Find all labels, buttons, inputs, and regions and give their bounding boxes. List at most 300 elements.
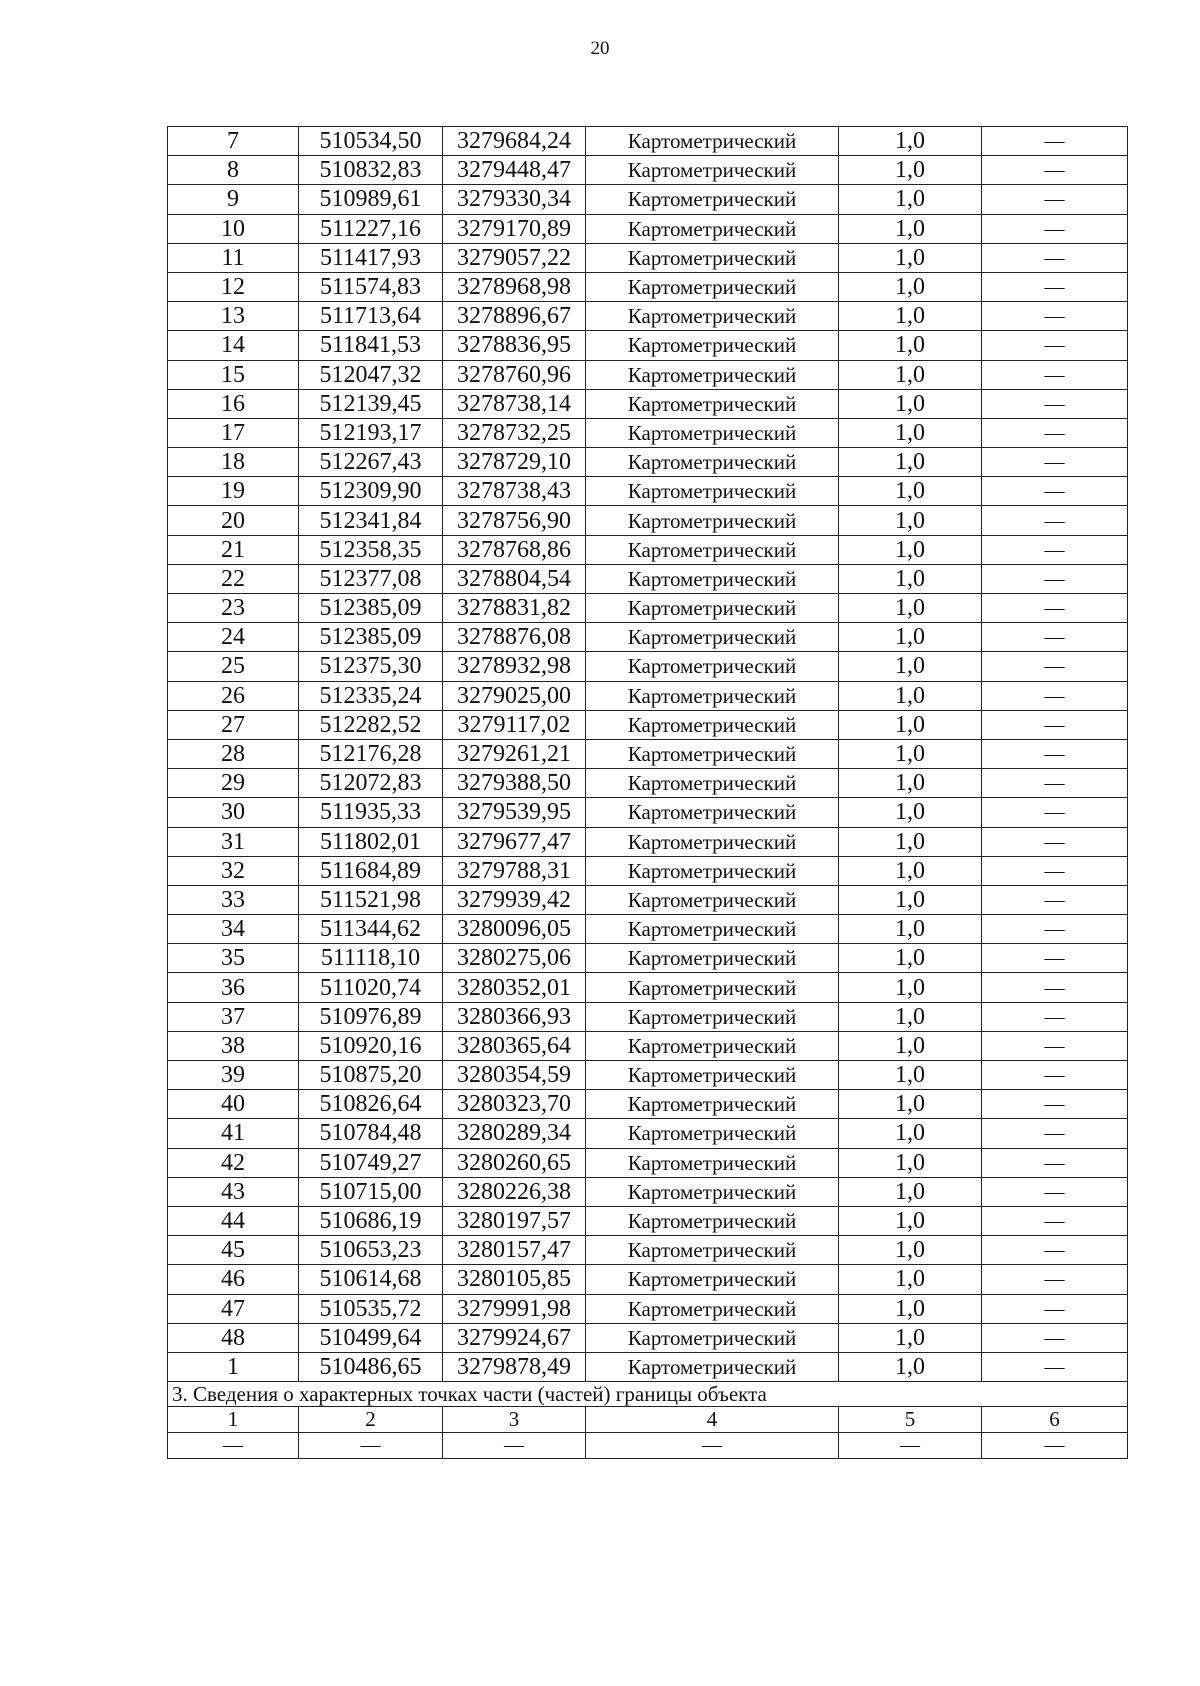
- point-number-cell: 24: [168, 623, 299, 652]
- description-cell: —: [982, 1002, 1128, 1031]
- point-number-cell: 42: [168, 1148, 299, 1177]
- accuracy-cell: 1,0: [839, 1031, 982, 1060]
- method-cell: Картометрический: [586, 272, 839, 301]
- method-cell: Картометрический: [586, 739, 839, 768]
- table-row: [168, 389, 1128, 418]
- y-coordinate-cell: 3279684,24: [443, 127, 586, 156]
- description-cell: —: [982, 681, 1128, 710]
- method-cell: Картометрический: [586, 856, 839, 885]
- y-coordinate-cell: 3278768,86: [443, 535, 586, 564]
- x-coordinate-cell: 512176,28: [299, 739, 443, 768]
- x-coordinate-cell: 511417,93: [299, 243, 443, 272]
- x-coordinate-cell: 510534,50: [299, 127, 443, 156]
- accuracy-cell: 1,0: [839, 1265, 982, 1294]
- x-coordinate-cell: 511684,89: [299, 856, 443, 885]
- accuracy-cell: 1,0: [839, 506, 982, 535]
- description-cell: —: [982, 185, 1128, 214]
- point-number-cell: 37: [168, 1002, 299, 1031]
- x-coordinate-cell: 510875,20: [299, 1061, 443, 1090]
- method-cell: Картометрический: [586, 360, 839, 389]
- accuracy-cell: 1,0: [839, 535, 982, 564]
- accuracy-cell: 1,0: [839, 331, 982, 360]
- description-cell: —: [982, 448, 1128, 477]
- point-number-cell: 1: [168, 1352, 299, 1381]
- point-number-cell: 32: [168, 856, 299, 885]
- description-cell: —: [982, 944, 1128, 973]
- table-row: [168, 1323, 1128, 1352]
- table-row: [168, 127, 1128, 156]
- y-coordinate-cell: 3280275,06: [443, 944, 586, 973]
- empty-cell: —: [982, 1433, 1128, 1459]
- description-cell: —: [982, 827, 1128, 856]
- method-cell: Картометрический: [586, 1294, 839, 1323]
- method-cell: Картометрический: [586, 185, 839, 214]
- point-number-cell: 8: [168, 156, 299, 185]
- y-coordinate-cell: 3280352,01: [443, 973, 586, 1002]
- y-coordinate-cell: 3278831,82: [443, 594, 586, 623]
- point-number-cell: 36: [168, 973, 299, 1002]
- table-row: [168, 915, 1128, 944]
- description-cell: —: [982, 389, 1128, 418]
- method-cell: Картометрический: [586, 1323, 839, 1352]
- x-coordinate-cell: 512309,90: [299, 477, 443, 506]
- table-row: [168, 623, 1128, 652]
- accuracy-cell: 1,0: [839, 243, 982, 272]
- point-number-cell: 25: [168, 652, 299, 681]
- description-cell: —: [982, 798, 1128, 827]
- method-cell: Картометрический: [586, 594, 839, 623]
- section-title-row: [168, 1382, 1128, 1407]
- point-number-cell: 31: [168, 827, 299, 856]
- x-coordinate-cell: 511521,98: [299, 885, 443, 914]
- x-coordinate-cell: 512341,84: [299, 506, 443, 535]
- point-number-cell: 39: [168, 1061, 299, 1090]
- y-coordinate-cell: 3279330,34: [443, 185, 586, 214]
- table-row: [168, 477, 1128, 506]
- table-row: [168, 272, 1128, 301]
- description-cell: —: [982, 915, 1128, 944]
- table-row: [168, 185, 1128, 214]
- description-cell: —: [982, 710, 1128, 739]
- table-row: [168, 448, 1128, 477]
- accuracy-cell: 1,0: [839, 360, 982, 389]
- description-cell: —: [982, 1148, 1128, 1177]
- y-coordinate-cell: 3278876,08: [443, 623, 586, 652]
- accuracy-cell: 1,0: [839, 156, 982, 185]
- y-coordinate-cell: 3279170,89: [443, 214, 586, 243]
- method-cell: Картометрический: [586, 944, 839, 973]
- method-cell: Картометрический: [586, 331, 839, 360]
- accuracy-cell: 1,0: [839, 185, 982, 214]
- description-cell: —: [982, 564, 1128, 593]
- accuracy-cell: 1,0: [839, 710, 982, 739]
- table-row: [168, 710, 1128, 739]
- y-coordinate-cell: 3278836,95: [443, 331, 586, 360]
- method-cell: Картометрический: [586, 535, 839, 564]
- table-row: [168, 535, 1128, 564]
- y-coordinate-cell: 3280366,93: [443, 1002, 586, 1031]
- method-cell: Картометрический: [586, 769, 839, 798]
- point-number-cell: 26: [168, 681, 299, 710]
- table-row: [168, 769, 1128, 798]
- point-number-cell: 33: [168, 885, 299, 914]
- accuracy-cell: 1,0: [839, 1236, 982, 1265]
- point-number-cell: 18: [168, 448, 299, 477]
- description-cell: —: [982, 477, 1128, 506]
- table-row: [168, 652, 1128, 681]
- table-row: [168, 1002, 1128, 1031]
- table-row: [168, 1090, 1128, 1119]
- x-coordinate-cell: 512385,09: [299, 623, 443, 652]
- description-cell: —: [982, 739, 1128, 768]
- description-cell: —: [982, 1177, 1128, 1206]
- y-coordinate-cell: 3279057,22: [443, 243, 586, 272]
- table-row: [168, 1061, 1128, 1090]
- method-cell: Картометрический: [586, 1236, 839, 1265]
- empty-cell: —: [443, 1433, 586, 1459]
- section-header-row: [168, 1407, 1128, 1433]
- point-number-cell: 30: [168, 798, 299, 827]
- y-coordinate-cell: 3280323,70: [443, 1090, 586, 1119]
- point-number-cell: 34: [168, 915, 299, 944]
- x-coordinate-cell: 510486,65: [299, 1352, 443, 1381]
- header-cell: 3: [443, 1407, 586, 1433]
- x-coordinate-cell: 510614,68: [299, 1265, 443, 1294]
- y-coordinate-cell: 3280260,65: [443, 1148, 586, 1177]
- x-coordinate-cell: 510653,23: [299, 1236, 443, 1265]
- method-cell: Картометрический: [586, 1177, 839, 1206]
- accuracy-cell: 1,0: [839, 623, 982, 652]
- x-coordinate-cell: 511574,83: [299, 272, 443, 301]
- table-row: [168, 1148, 1128, 1177]
- method-cell: Картометрический: [586, 1148, 839, 1177]
- y-coordinate-cell: 3279117,02: [443, 710, 586, 739]
- header-cell: 5: [839, 1407, 982, 1433]
- point-number-cell: 22: [168, 564, 299, 593]
- method-cell: Картометрический: [586, 798, 839, 827]
- description-cell: —: [982, 302, 1128, 331]
- x-coordinate-cell: 511713,64: [299, 302, 443, 331]
- table-row: [168, 1031, 1128, 1060]
- y-coordinate-cell: 3279448,47: [443, 156, 586, 185]
- y-coordinate-cell: 3279388,50: [443, 769, 586, 798]
- y-coordinate-cell: 3279924,67: [443, 1323, 586, 1352]
- point-number-cell: 44: [168, 1206, 299, 1235]
- x-coordinate-cell: 511935,33: [299, 798, 443, 827]
- description-cell: —: [982, 1352, 1128, 1381]
- description-cell: —: [982, 1323, 1128, 1352]
- x-coordinate-cell: 511841,53: [299, 331, 443, 360]
- y-coordinate-cell: 3279261,21: [443, 739, 586, 768]
- point-number-cell: 17: [168, 418, 299, 447]
- method-cell: Картометрический: [586, 1002, 839, 1031]
- table-row: [168, 243, 1128, 272]
- accuracy-cell: 1,0: [839, 1002, 982, 1031]
- method-cell: Картометрический: [586, 156, 839, 185]
- table-row: [168, 1206, 1128, 1235]
- x-coordinate-cell: 510499,64: [299, 1323, 443, 1352]
- y-coordinate-cell: 3280226,38: [443, 1177, 586, 1206]
- method-cell: Картометрический: [586, 1206, 839, 1235]
- method-cell: Картометрический: [586, 973, 839, 1002]
- accuracy-cell: 1,0: [839, 739, 982, 768]
- description-cell: —: [982, 156, 1128, 185]
- description-cell: —: [982, 214, 1128, 243]
- table-row: [168, 973, 1128, 1002]
- table-row: [168, 1236, 1128, 1265]
- point-number-cell: 28: [168, 739, 299, 768]
- empty-cell: —: [586, 1433, 839, 1459]
- header-cell: 1: [168, 1407, 299, 1433]
- header-cell: 4: [586, 1407, 839, 1433]
- method-cell: Картометрический: [586, 564, 839, 593]
- accuracy-cell: 1,0: [839, 1061, 982, 1090]
- accuracy-cell: 1,0: [839, 885, 982, 914]
- x-coordinate-cell: 512377,08: [299, 564, 443, 593]
- accuracy-cell: 1,0: [839, 1352, 982, 1381]
- point-number-cell: 41: [168, 1119, 299, 1148]
- description-cell: —: [982, 1265, 1128, 1294]
- method-cell: Картометрический: [586, 1119, 839, 1148]
- point-number-cell: 29: [168, 769, 299, 798]
- description-cell: —: [982, 1294, 1128, 1323]
- table-row: [168, 214, 1128, 243]
- point-number-cell: 15: [168, 360, 299, 389]
- y-coordinate-cell: 3278738,14: [443, 389, 586, 418]
- point-number-cell: 38: [168, 1031, 299, 1060]
- table-row: [168, 856, 1128, 885]
- point-number-cell: 7: [168, 127, 299, 156]
- table-row: [168, 885, 1128, 914]
- page-number: 20: [590, 38, 610, 59]
- x-coordinate-cell: 512358,35: [299, 535, 443, 564]
- table-row: [168, 681, 1128, 710]
- accuracy-cell: 1,0: [839, 564, 982, 593]
- table-row: [168, 360, 1128, 389]
- x-coordinate-cell: 512072,83: [299, 769, 443, 798]
- method-cell: Картометрический: [586, 1090, 839, 1119]
- table-row: [168, 331, 1128, 360]
- accuracy-cell: 1,0: [839, 1119, 982, 1148]
- y-coordinate-cell: 3280365,64: [443, 1031, 586, 1060]
- accuracy-cell: 1,0: [839, 915, 982, 944]
- method-cell: Картометрический: [586, 1061, 839, 1090]
- x-coordinate-cell: 510535,72: [299, 1294, 443, 1323]
- coordinates-table: [167, 126, 1128, 1459]
- accuracy-cell: 1,0: [839, 389, 982, 418]
- table-row: [168, 1265, 1128, 1294]
- accuracy-cell: 1,0: [839, 1090, 982, 1119]
- description-cell: —: [982, 973, 1128, 1002]
- method-cell: Картометрический: [586, 1031, 839, 1060]
- method-cell: Картометрический: [586, 681, 839, 710]
- description-cell: —: [982, 623, 1128, 652]
- table-row: [168, 944, 1128, 973]
- coordinates-table-body: [168, 127, 1128, 1382]
- method-cell: Картометрический: [586, 1352, 839, 1381]
- method-cell: Картометрический: [586, 389, 839, 418]
- y-coordinate-cell: 3278729,10: [443, 448, 586, 477]
- description-cell: —: [982, 331, 1128, 360]
- table-row: [168, 827, 1128, 856]
- accuracy-cell: 1,0: [839, 1177, 982, 1206]
- point-number-cell: 48: [168, 1323, 299, 1352]
- point-number-cell: 23: [168, 594, 299, 623]
- point-number-cell: 9: [168, 185, 299, 214]
- accuracy-cell: 1,0: [839, 272, 982, 301]
- table-row: [168, 1352, 1128, 1381]
- point-number-cell: 14: [168, 331, 299, 360]
- point-number-cell: 45: [168, 1236, 299, 1265]
- table-row: [168, 418, 1128, 447]
- empty-cell: —: [168, 1433, 299, 1459]
- x-coordinate-cell: 511344,62: [299, 915, 443, 944]
- y-coordinate-cell: 3278738,43: [443, 477, 586, 506]
- point-number-cell: 21: [168, 535, 299, 564]
- y-coordinate-cell: 3279878,49: [443, 1352, 586, 1381]
- x-coordinate-cell: 510832,83: [299, 156, 443, 185]
- y-coordinate-cell: 3280105,85: [443, 1265, 586, 1294]
- header-cell: 2: [299, 1407, 443, 1433]
- method-cell: Картометрический: [586, 915, 839, 944]
- accuracy-cell: 1,0: [839, 594, 982, 623]
- point-number-cell: 27: [168, 710, 299, 739]
- description-cell: —: [982, 535, 1128, 564]
- y-coordinate-cell: 3278968,98: [443, 272, 586, 301]
- table-row: [168, 739, 1128, 768]
- y-coordinate-cell: 3280289,34: [443, 1119, 586, 1148]
- x-coordinate-cell: 510715,00: [299, 1177, 443, 1206]
- method-cell: Картометрический: [586, 448, 839, 477]
- empty-cell: —: [299, 1433, 443, 1459]
- y-coordinate-cell: 3280197,57: [443, 1206, 586, 1235]
- description-cell: —: [982, 243, 1128, 272]
- method-cell: Картометрический: [586, 623, 839, 652]
- x-coordinate-cell: 512047,32: [299, 360, 443, 389]
- point-number-cell: 43: [168, 1177, 299, 1206]
- table-row: [168, 1119, 1128, 1148]
- description-cell: —: [982, 1061, 1128, 1090]
- table-row: [168, 594, 1128, 623]
- accuracy-cell: 1,0: [839, 973, 982, 1002]
- x-coordinate-cell: 512267,43: [299, 448, 443, 477]
- accuracy-cell: 1,0: [839, 652, 982, 681]
- accuracy-cell: 1,0: [839, 214, 982, 243]
- method-cell: Картометрический: [586, 418, 839, 447]
- description-cell: —: [982, 885, 1128, 914]
- method-cell: Картометрический: [586, 302, 839, 331]
- description-cell: —: [982, 1236, 1128, 1265]
- accuracy-cell: 1,0: [839, 448, 982, 477]
- x-coordinate-cell: 512375,30: [299, 652, 443, 681]
- point-number-cell: 11: [168, 243, 299, 272]
- table-row: [168, 1177, 1128, 1206]
- y-coordinate-cell: 3279677,47: [443, 827, 586, 856]
- table-row: [168, 1294, 1128, 1323]
- accuracy-cell: 1,0: [839, 1294, 982, 1323]
- accuracy-cell: 1,0: [839, 1323, 982, 1352]
- x-coordinate-cell: 510784,48: [299, 1119, 443, 1148]
- y-coordinate-cell: 3279539,95: [443, 798, 586, 827]
- accuracy-cell: 1,0: [839, 1206, 982, 1235]
- accuracy-cell: 1,0: [839, 302, 982, 331]
- method-cell: Картометрический: [586, 477, 839, 506]
- point-number-cell: 47: [168, 1294, 299, 1323]
- y-coordinate-cell: 3279788,31: [443, 856, 586, 885]
- description-cell: —: [982, 1206, 1128, 1235]
- method-cell: Картометрический: [586, 885, 839, 914]
- y-coordinate-cell: 3278760,96: [443, 360, 586, 389]
- description-cell: —: [982, 856, 1128, 885]
- table-row: [168, 798, 1128, 827]
- point-number-cell: 10: [168, 214, 299, 243]
- accuracy-cell: 1,0: [839, 827, 982, 856]
- x-coordinate-cell: 510749,27: [299, 1148, 443, 1177]
- accuracy-cell: 1,0: [839, 944, 982, 973]
- y-coordinate-cell: 3278932,98: [443, 652, 586, 681]
- accuracy-cell: 1,0: [839, 1148, 982, 1177]
- description-cell: —: [982, 272, 1128, 301]
- method-cell: Картометрический: [586, 1265, 839, 1294]
- accuracy-cell: 1,0: [839, 127, 982, 156]
- description-cell: —: [982, 652, 1128, 681]
- point-number-cell: 20: [168, 506, 299, 535]
- table-row: [168, 302, 1128, 331]
- x-coordinate-cell: 512139,45: [299, 389, 443, 418]
- x-coordinate-cell: 510920,16: [299, 1031, 443, 1060]
- x-coordinate-cell: 512282,52: [299, 710, 443, 739]
- section-title: 3. Сведения о характерных точках части (частей) границы объекта: [168, 1382, 1128, 1407]
- x-coordinate-cell: 512335,24: [299, 681, 443, 710]
- method-cell: Картометрический: [586, 506, 839, 535]
- description-cell: —: [982, 1119, 1128, 1148]
- x-coordinate-cell: 510976,89: [299, 1002, 443, 1031]
- point-number-cell: 40: [168, 1090, 299, 1119]
- accuracy-cell: 1,0: [839, 856, 982, 885]
- y-coordinate-cell: 3278804,54: [443, 564, 586, 593]
- method-cell: Картометрический: [586, 827, 839, 856]
- x-coordinate-cell: 511118,10: [299, 944, 443, 973]
- y-coordinate-cell: 3278732,25: [443, 418, 586, 447]
- accuracy-cell: 1,0: [839, 798, 982, 827]
- description-cell: —: [982, 506, 1128, 535]
- point-number-cell: 19: [168, 477, 299, 506]
- table-row: [168, 156, 1128, 185]
- point-number-cell: 12: [168, 272, 299, 301]
- y-coordinate-cell: 3278756,90: [443, 506, 586, 535]
- method-cell: Картометрический: [586, 214, 839, 243]
- point-number-cell: 46: [168, 1265, 299, 1294]
- method-cell: Картометрический: [586, 710, 839, 739]
- description-cell: —: [982, 594, 1128, 623]
- method-cell: Картометрический: [586, 127, 839, 156]
- x-coordinate-cell: 511802,01: [299, 827, 443, 856]
- accuracy-cell: 1,0: [839, 418, 982, 447]
- x-coordinate-cell: 512193,17: [299, 418, 443, 447]
- description-cell: —: [982, 418, 1128, 447]
- description-cell: —: [982, 1031, 1128, 1060]
- y-coordinate-cell: 3279025,00: [443, 681, 586, 710]
- x-coordinate-cell: 510989,61: [299, 185, 443, 214]
- y-coordinate-cell: 3279991,98: [443, 1294, 586, 1323]
- description-cell: —: [982, 769, 1128, 798]
- y-coordinate-cell: 3280096,05: [443, 915, 586, 944]
- x-coordinate-cell: 511227,16: [299, 214, 443, 243]
- point-number-cell: 35: [168, 944, 299, 973]
- table-row: [168, 506, 1128, 535]
- section-3: [168, 1382, 1128, 1459]
- header-cell: 6: [982, 1407, 1128, 1433]
